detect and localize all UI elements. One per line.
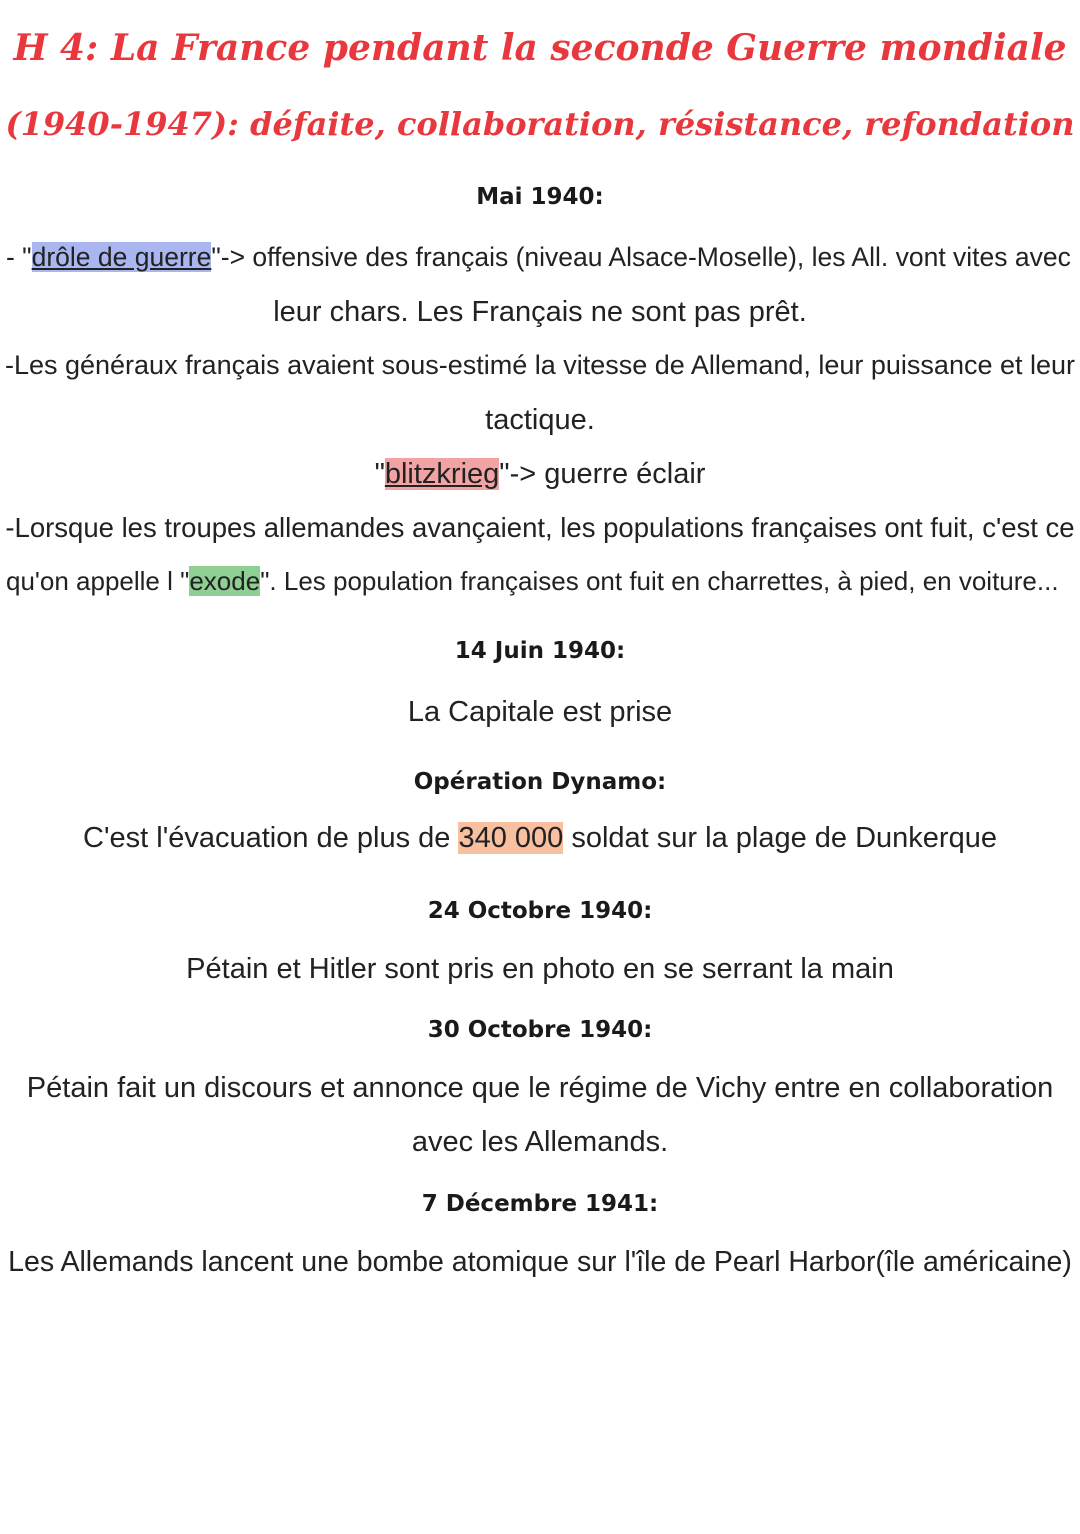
- mai-1940-line-7-suffix: ". Les population françaises ont fuit en charrettes, à pied, en voiture...: [260, 566, 1059, 596]
- mai-1940-line-5: [0, 460, 1080, 489]
- highlight-340000: 340 000: [458, 822, 564, 854]
- section-heading-operation-dynamo: Opération Dynamo:: [413, 769, 667, 795]
- mai-1940-line-1-suffix: "-> offensive des français (niveau Alsace-Moselle), les All. vont vites avec: [211, 242, 1071, 272]
- section-heading-14-juin-1940: 14 Juin 1940:: [454, 638, 626, 664]
- page-title-line-1: H 4: La France pendant la seconde Guerre mondiale: [13, 27, 1067, 69]
- highlight-exode: exode: [189, 566, 261, 596]
- mai-1940-line-5-suffix: "-> guerre éclair: [499, 458, 706, 490]
- mai-1940-line-1-prefix: - ": [6, 242, 32, 272]
- mai-1940-line-7: [6, 568, 1076, 594]
- dynamo-text-prefix: C'est l'évacuation de plus de: [83, 822, 459, 854]
- oct-30-line-2: avec les Allemands.: [411, 1126, 669, 1158]
- mai-1940-line-7-prefix: qu'on appelle l ": [6, 566, 190, 596]
- mai-1940-line-3: -Les généraux français avaient sous-estimé la vitesse de Allemand, leur puissance et leur: [4, 350, 1076, 380]
- section-heading-7-decembre-1941: 7 Décembre 1941:: [421, 1191, 659, 1217]
- highlight-blitzkrieg: blitzkrieg: [384, 458, 500, 490]
- highlight-drole-de-guerre: drôle de guerre: [31, 242, 212, 272]
- mai-1940-line-1: [6, 244, 1076, 271]
- section-heading-30-octobre-1940: 30 Octobre 1940:: [427, 1017, 653, 1043]
- mai-1940-line-2: leur chars. Les Français ne sont pas prêt.: [273, 296, 807, 328]
- dec-1941-text: Les Allemands lancent une bombe atomique sur l'île de Pearl Harbor(île américaine): [8, 1246, 1072, 1278]
- dynamo-text-suffix: soldat sur la plage de Dunkerque: [563, 822, 997, 854]
- oct-30-line-1: Pétain fait un discours et annonce que le régime de Vichy entre en collaboration: [26, 1072, 1054, 1104]
- oct-24-text: Pétain et Hitler sont pris en photo en se serrant la main: [186, 953, 894, 985]
- juin-1940-text: La Capitale est prise: [407, 696, 673, 728]
- section-heading-mai-1940: Mai 1940:: [476, 184, 604, 210]
- mai-1940-line-5-prefix: ": [374, 458, 385, 490]
- section-heading-24-octobre-1940: 24 Octobre 1940:: [427, 898, 653, 924]
- mai-1940-line-6: -Lorsque les troupes allemandes avançaient, les populations françaises ont fuit, c'est ce: [5, 512, 1075, 543]
- page-title-line-2: (1940-1947): défaite, collaboration, résistance, refondation: [5, 105, 1075, 143]
- mai-1940-line-4: tactique.: [485, 404, 595, 436]
- dynamo-text: [0, 824, 1080, 853]
